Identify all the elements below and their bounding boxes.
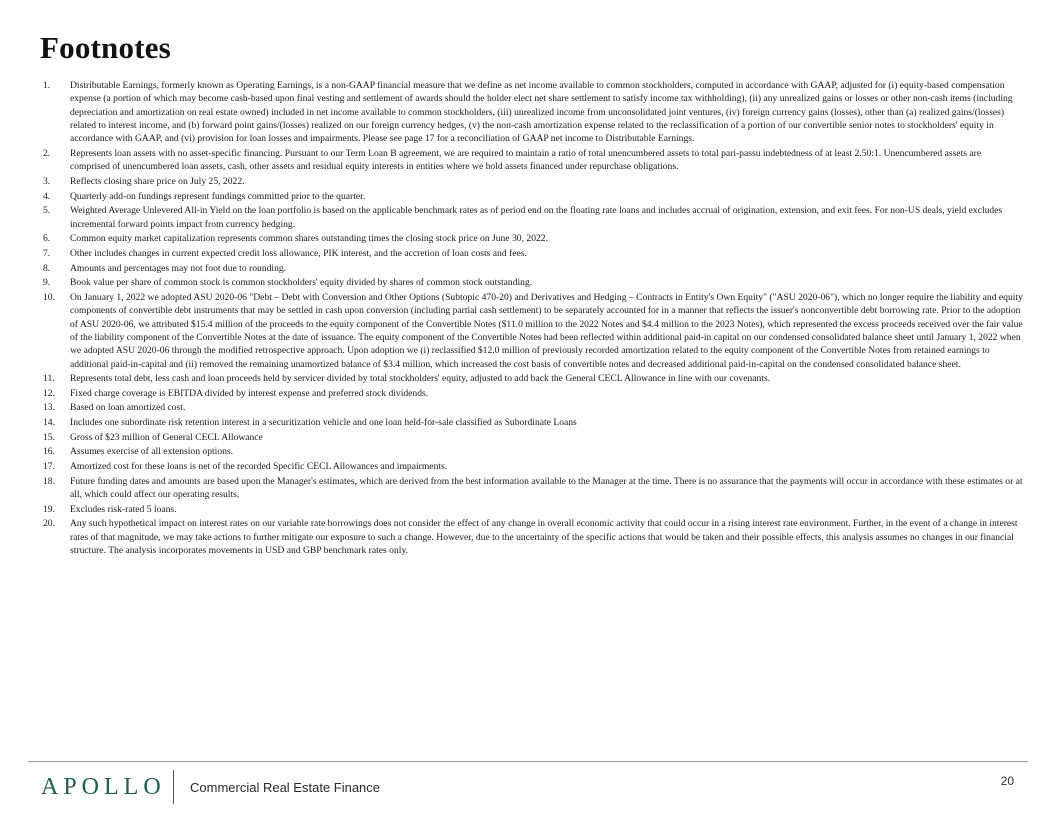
- apollo-logo: APOLLO: [41, 774, 166, 800]
- footnote-text: On January 1, 2022 we adopted ASU 2020-06 "Debt – Debt with Conversion and Other Options (Subtopic 470-20) and Derivatives and Hedging – Contracts in Entity's Own Equity" ("ASU 2020-06"), which no longer require the liability and equity components of convertible debt instruments that may be settled in cash upon conversion (including partial cash settlement) to be separately accounted for in a manner that reflects the issuer's nonconvertible debt borrowing rate. Prior to the adoption of ASU 2020-06, we attributed $15.4 million of the proceeds to the equity component of the Convertible Notes ($11.0 million to the 2022 Notes and $4.4 million to the 2023 Notes), which represented the excess proceeds received over the fair value of the liability component of the Convertible Notes at the date of issuance. The equity component of the Convertible Notes had been reflected within additional paid-in capital on our condensed consolidated balance sheet until January 1, 2022 when we adopted ASU 2020-06 through the modified retrospective approach. Upon adoption we (i) reclassified $12.0 million of previously recorded amortization related to the equity component of the Convertible Notes from retained earnings to additional paid-in-capital and (ii) removed the remaining unamortized balance of $3.4 million, which increased the cost basis of convertible notes and decreased additional paid-in-capital on the condensed consolidated balance sheet.: [70, 291, 1023, 370]
- footnote-item: [43, 475, 1023, 502]
- footnote-text: Amounts and percentages may not foot due to rounding.: [70, 262, 287, 274]
- footnote-number: 17.: [43, 461, 55, 473]
- footnote-text: Based on loan amortized cost.: [70, 402, 186, 414]
- footnote-item: [43, 445, 1023, 458]
- footnote-item: [43, 387, 1023, 400]
- footnote-item: [43, 204, 1023, 231]
- footnote-number: 11.: [43, 373, 55, 385]
- footnote-text: Assumes exercise of all extension options.: [70, 446, 234, 458]
- footnote-item: [43, 431, 1023, 444]
- footnote-text: Future funding dates and amounts are based upon the Manager's estimates, which are derived from the best information available to the Manager at the time. There is no assurance that the payments will occur in accordance with these estimates or at all, which could affect our operating results.: [70, 475, 1023, 501]
- footnote-number: 9.: [43, 277, 51, 289]
- footnote-text: Gross of $23 million of General CECL Allowance: [70, 431, 263, 443]
- footnote-number: 7.: [43, 247, 51, 259]
- footnote-item: [43, 276, 1023, 289]
- footnote-text: Includes one subordinate risk retention interest in a securitization vehicle and one loan held-for-sale classified as Subordinate Loans: [70, 417, 577, 429]
- footnote-number: 4.: [43, 190, 51, 202]
- footnote-text: Fixed charge coverage is EBITDA divided by interest expense and preferred stock dividends.: [70, 387, 429, 399]
- footnote-text: Common equity market capitalization represents common shares outstanding times the closing stock price on June 30, 2022.: [70, 233, 548, 245]
- footnote-number: 5.: [43, 205, 51, 217]
- footnote-text: Represents total debt, less cash and loan proceeds held by servicer divided by total stockholders' equity, adjusted to add back the General CECL Allowance in line with our covenants.: [70, 373, 771, 385]
- footnote-number: 13.: [43, 402, 55, 414]
- footnote-number: 10.: [43, 291, 55, 303]
- footnote-item: [43, 372, 1023, 385]
- footnote-number: 19.: [43, 503, 55, 515]
- footnote-item: [43, 460, 1023, 473]
- footnote-item: [43, 291, 1023, 371]
- footnote-item: [43, 175, 1023, 188]
- footnote-item: [43, 503, 1023, 516]
- footnote-number: 12.: [43, 387, 55, 399]
- footnote-text: Excludes risk-rated 5 loans.: [70, 503, 177, 515]
- footnote-number: 6.: [43, 233, 51, 245]
- footnote-number: 16.: [43, 446, 55, 458]
- footnote-text: Represents loan assets with no asset-specific financing. Pursuant to our Term Loan B agreement, we are required to maintain a ratio of total unencumbered assets to total pari-passu indebtedness of at least 2.50:1. Unencumbered assets are comprised of unencumbered loan assets, cash, other assets and residual equity interests in entities where we hold assets financed under repurchase obligations.: [70, 148, 982, 173]
- footer-vertical-divider: [173, 770, 174, 804]
- footnote-number: 1.: [43, 80, 51, 91]
- page-title: Footnotes: [40, 30, 171, 65]
- footnote-item: [43, 190, 1023, 203]
- footnote-item: [43, 79, 1023, 146]
- footer-divider-line: [28, 761, 1028, 762]
- footnote-number: 15.: [43, 431, 55, 443]
- page-number: 20: [1000, 774, 1014, 788]
- footnote-item: [43, 262, 1023, 275]
- footnote-item: [43, 232, 1023, 245]
- footnote-item: [43, 416, 1023, 429]
- footnotes-list: [43, 79, 1023, 559]
- footnote-text: Weighted Average Unlevered All-in Yield on the loan portfolio is based on the applicable benchmark rates as of period end on the floating rate loans and includes accrual of origination, extension, and exit fees. For non-US deals, yield excludes incremental forward points impact from currency hedging.: [70, 205, 1003, 230]
- footnote-text: Reflects closing share price on July 25, 2022.: [70, 176, 245, 187]
- footnote-number: 3.: [43, 176, 51, 187]
- footnote-text: Book value per share of common stock is common stockholders' equity divided by shares of common stock outstanding.: [70, 277, 533, 289]
- footnote-number: 8.: [43, 262, 51, 274]
- footnote-item: [43, 147, 1023, 174]
- footnote-item: [43, 247, 1023, 260]
- footnote-number: 18.: [43, 475, 55, 487]
- footnote-text: Any such hypothetical impact on interest rates on our variable rate borrowings does not consider the effect of any change in overall economic activity that could occur in a rising interest rate environment. Further, in the event of a change in interest rates of that magnitude, we may take actions to further mitigate our exposure to such a change. However, due to the uncertainty of the specific actions that would be taken and their possible effects, this analysis assumes no changes in our financial structure. The analysis incorporates movements in USD and GBP benchmark rates only.: [70, 518, 1018, 556]
- footnote-text: Distributable Earnings, formerly known as Operating Earnings, is a non-GAAP financial measure that we define as net income available to common stockholders, computed in accordance with GAAP, adjusted for (i) equity-based compensation expense (a portion of which may become cash-based upon final vesting and settlement of awards should the holder elect net share settlement to satisfy income tax withholding), (ii) any unrealized gains or losses or other non-cash items (including depreciation and amortization on real estate owned) included in net income available to common stockholders, (iii) unrealized income from unconsolidated joint ventures, (iv) foreign currency gains (losses), other than (a) realized gains/(losses) related to interest income, and (b) forward point gains/(losses) realized on our foreign currency hedges, (v) the non-cash amortization expense related to the reclassification of a portion of our convertible senior notes to stockholders' equity in accordance with GAAP, and (vi) provision for loan losses and impairments. Please see page 17 for a reconciliation of GAAP net income to Distributable Earnings.: [70, 80, 1013, 145]
- footnote-text: Other includes changes in current expected credit loss allowance, PIK interest, and the accretion of loan costs and fees.: [70, 247, 527, 259]
- footer-section-label: Commercial Real Estate Finance: [190, 780, 381, 795]
- footnote-text: Amortized cost for these loans is net of the recorded Specific CECL Allowances and impairments.: [70, 461, 448, 473]
- footnote-number: 20.: [43, 518, 55, 530]
- footnote-number: 2.: [43, 148, 51, 160]
- footnote-number: 14.: [43, 417, 55, 429]
- footnote-item: [43, 517, 1023, 557]
- footnote-item: [43, 401, 1023, 414]
- footnote-text: Quarterly add-on fundings represent fundings committed prior to the quarter.: [70, 190, 366, 202]
